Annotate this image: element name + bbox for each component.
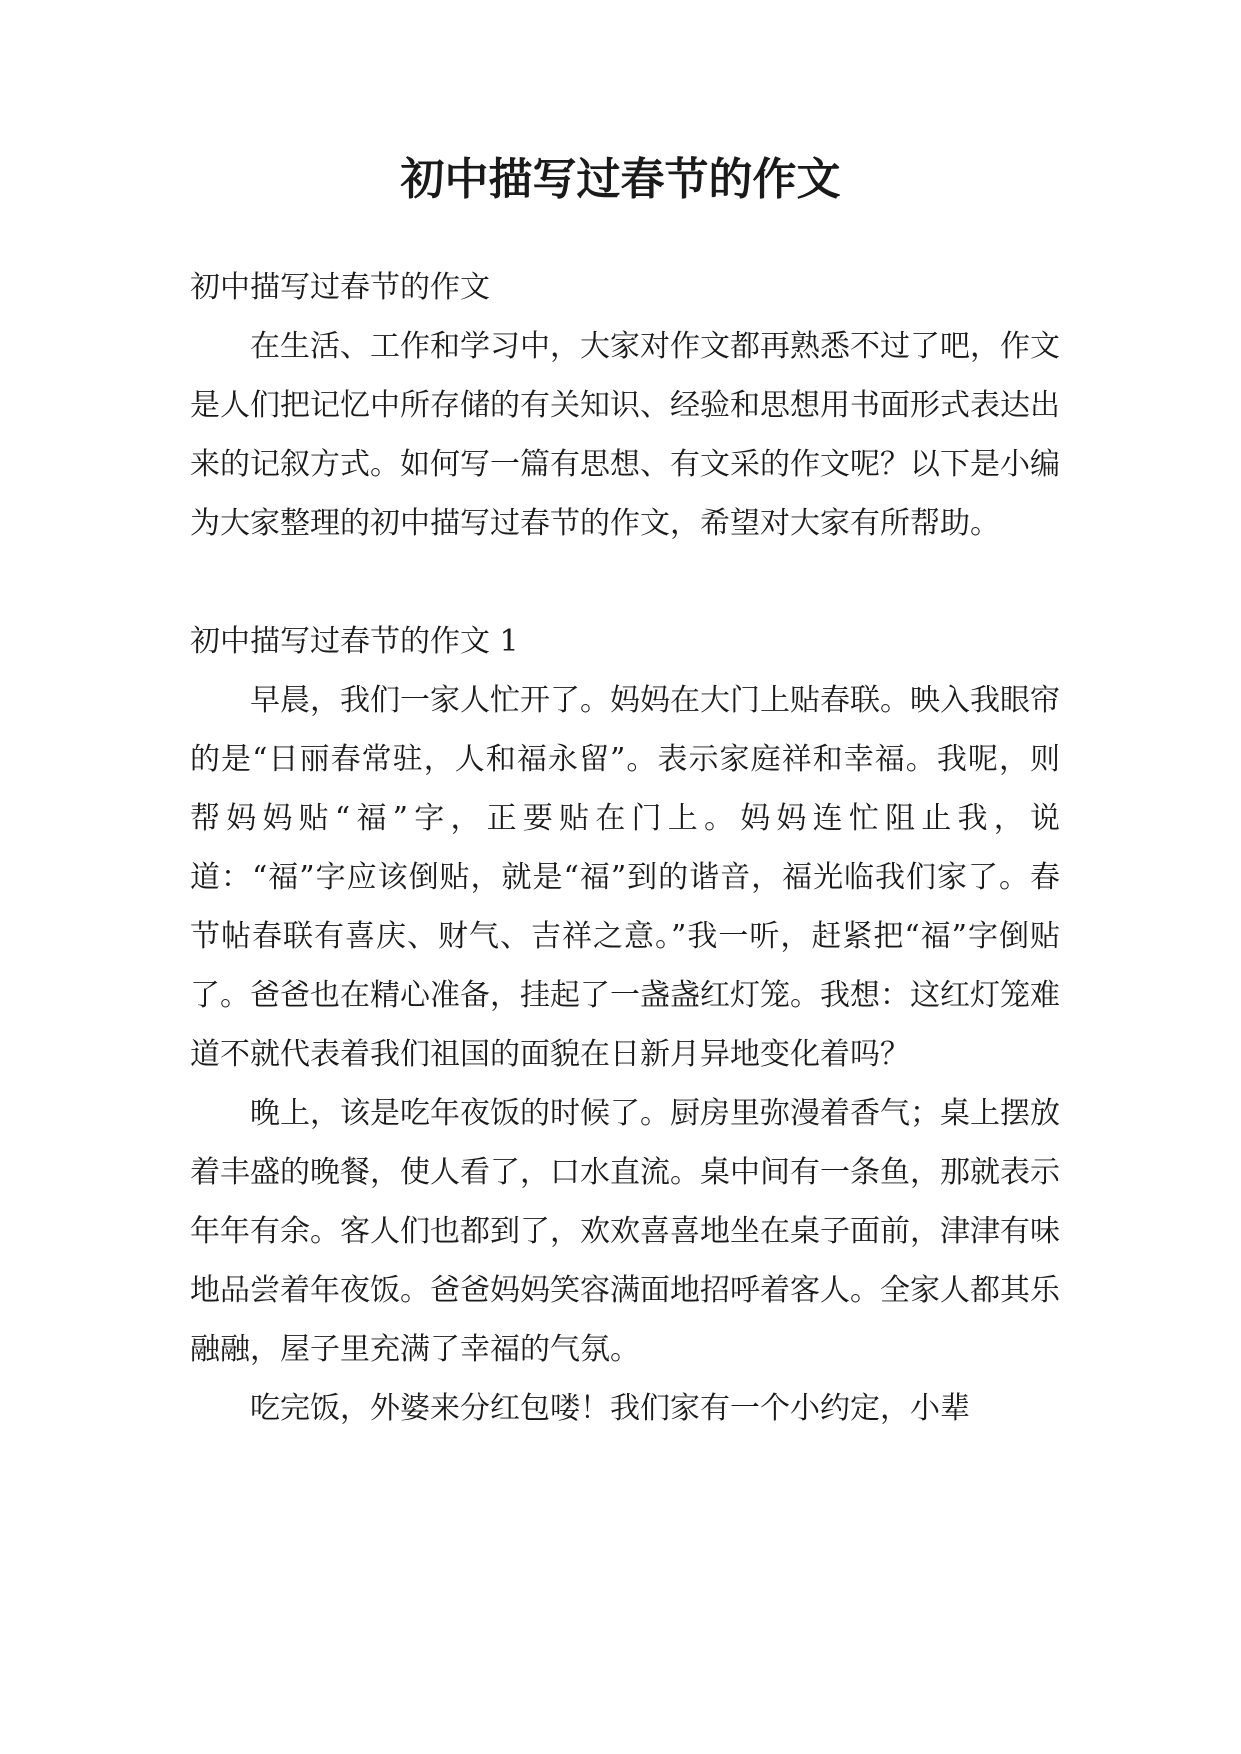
body-paragraph: 吃完饭，外婆来分红包喽！我们家有一个小约定，小辈	[250, 1391, 970, 1426]
intro-paragraph: 在生活、工作和学习中，大家对作文都再熟悉不过了吧，作文是人们把记忆中所存储的有关知识、经验和思想用书面形式表达出来的记叙方式。如何写一篇有思想、有文采的作文呢？以下是小编为大家整理的初中描写过春节的作文，希望对大家有所帮助。	[190, 329, 1060, 541]
section-spacer	[190, 553, 1060, 612]
body-paragraph: 早晨，我们一家人忙开了。妈妈在大门上贴春联。映入我眼帘的是“日丽春常驻，人和福永留”。表示家庭祥和幸福。我呢，则帮妈妈贴“福”字，正要贴在门上。妈妈连忙阻止我，说道：“福”字应该倒贴，就是“福”到的谐音，福光临我们家了。春节帖春联有喜庆、财气、吉祥之意。”我一听，赶紧把“福”字倒贴了。爸爸也在精心准备，挂起了一盏盏红灯笼。我想：这红灯笼难道不就代表着我们祖国的面貌在日新月异地变化着吗？	[190, 683, 1060, 1072]
body-paragraph: 晚上，该是吃年夜饭的时候了。厨房里弥漫着香气；桌上摆放着丰盛的晚餐，使人看了，口水直流。桌中间有一条鱼，那就表示年年有余。客人们也都到了，欢欢喜喜地坐在桌子面前，津津有味地品尝着年夜饭。爸爸妈妈笑容满面地招呼着客人。全家人都其乐融融，屋子里充满了幸福的气氛。	[190, 1096, 1060, 1367]
document-body	[190, 258, 1060, 1438]
intro-heading: 初中描写过春节的作文	[190, 270, 490, 305]
section-heading: 初中描写过春节的作文 1	[190, 624, 519, 659]
document-title: 初中描写过春节的作文	[400, 154, 841, 205]
